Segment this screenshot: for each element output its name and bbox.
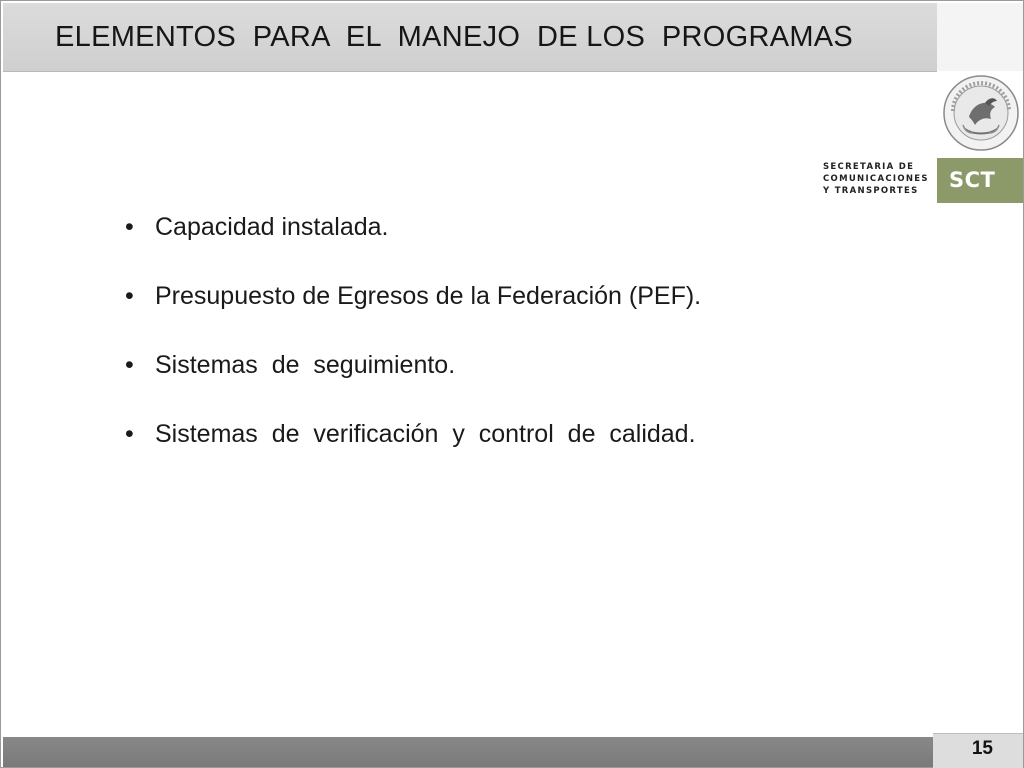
org-name-line: COMUNICACIONES	[823, 174, 929, 184]
bullet-text: Presupuesto de Egresos de la Federación (PEF).	[155, 282, 702, 310]
bullet-item	[125, 349, 803, 382]
title-bar	[3, 3, 937, 72]
page-number: 15	[971, 738, 993, 759]
bullet-item	[125, 280, 803, 313]
footer-bar	[3, 737, 933, 767]
bullet-text: Sistemas de verificación y control de calidad.	[155, 420, 696, 448]
national-seal-logo	[939, 73, 1023, 153]
bullet-icon: •	[125, 351, 134, 379]
bullet-item	[125, 418, 803, 451]
bullet-icon: •	[125, 420, 134, 448]
bullet-icon: •	[125, 282, 134, 310]
bullet-list	[125, 211, 803, 487]
bullet-icon: •	[125, 213, 134, 241]
seal-icon	[939, 73, 1023, 153]
org-name-line: SECRETARIA DE	[823, 162, 915, 172]
page-number-box	[933, 733, 1023, 768]
slide-title: ELEMENTOS PARA EL MANEJO DE LOS PROGRAMAS	[55, 21, 854, 53]
organization-name	[823, 161, 935, 197]
bullet-text: Capacidad instalada.	[155, 213, 389, 241]
sct-logo-badge: SCT	[937, 158, 1023, 203]
title-bar-corner	[937, 3, 1023, 71]
bullet-item	[125, 211, 803, 244]
bullet-text: Sistemas de seguimiento.	[155, 351, 456, 379]
org-name-line: Y TRANSPORTES	[823, 186, 919, 196]
